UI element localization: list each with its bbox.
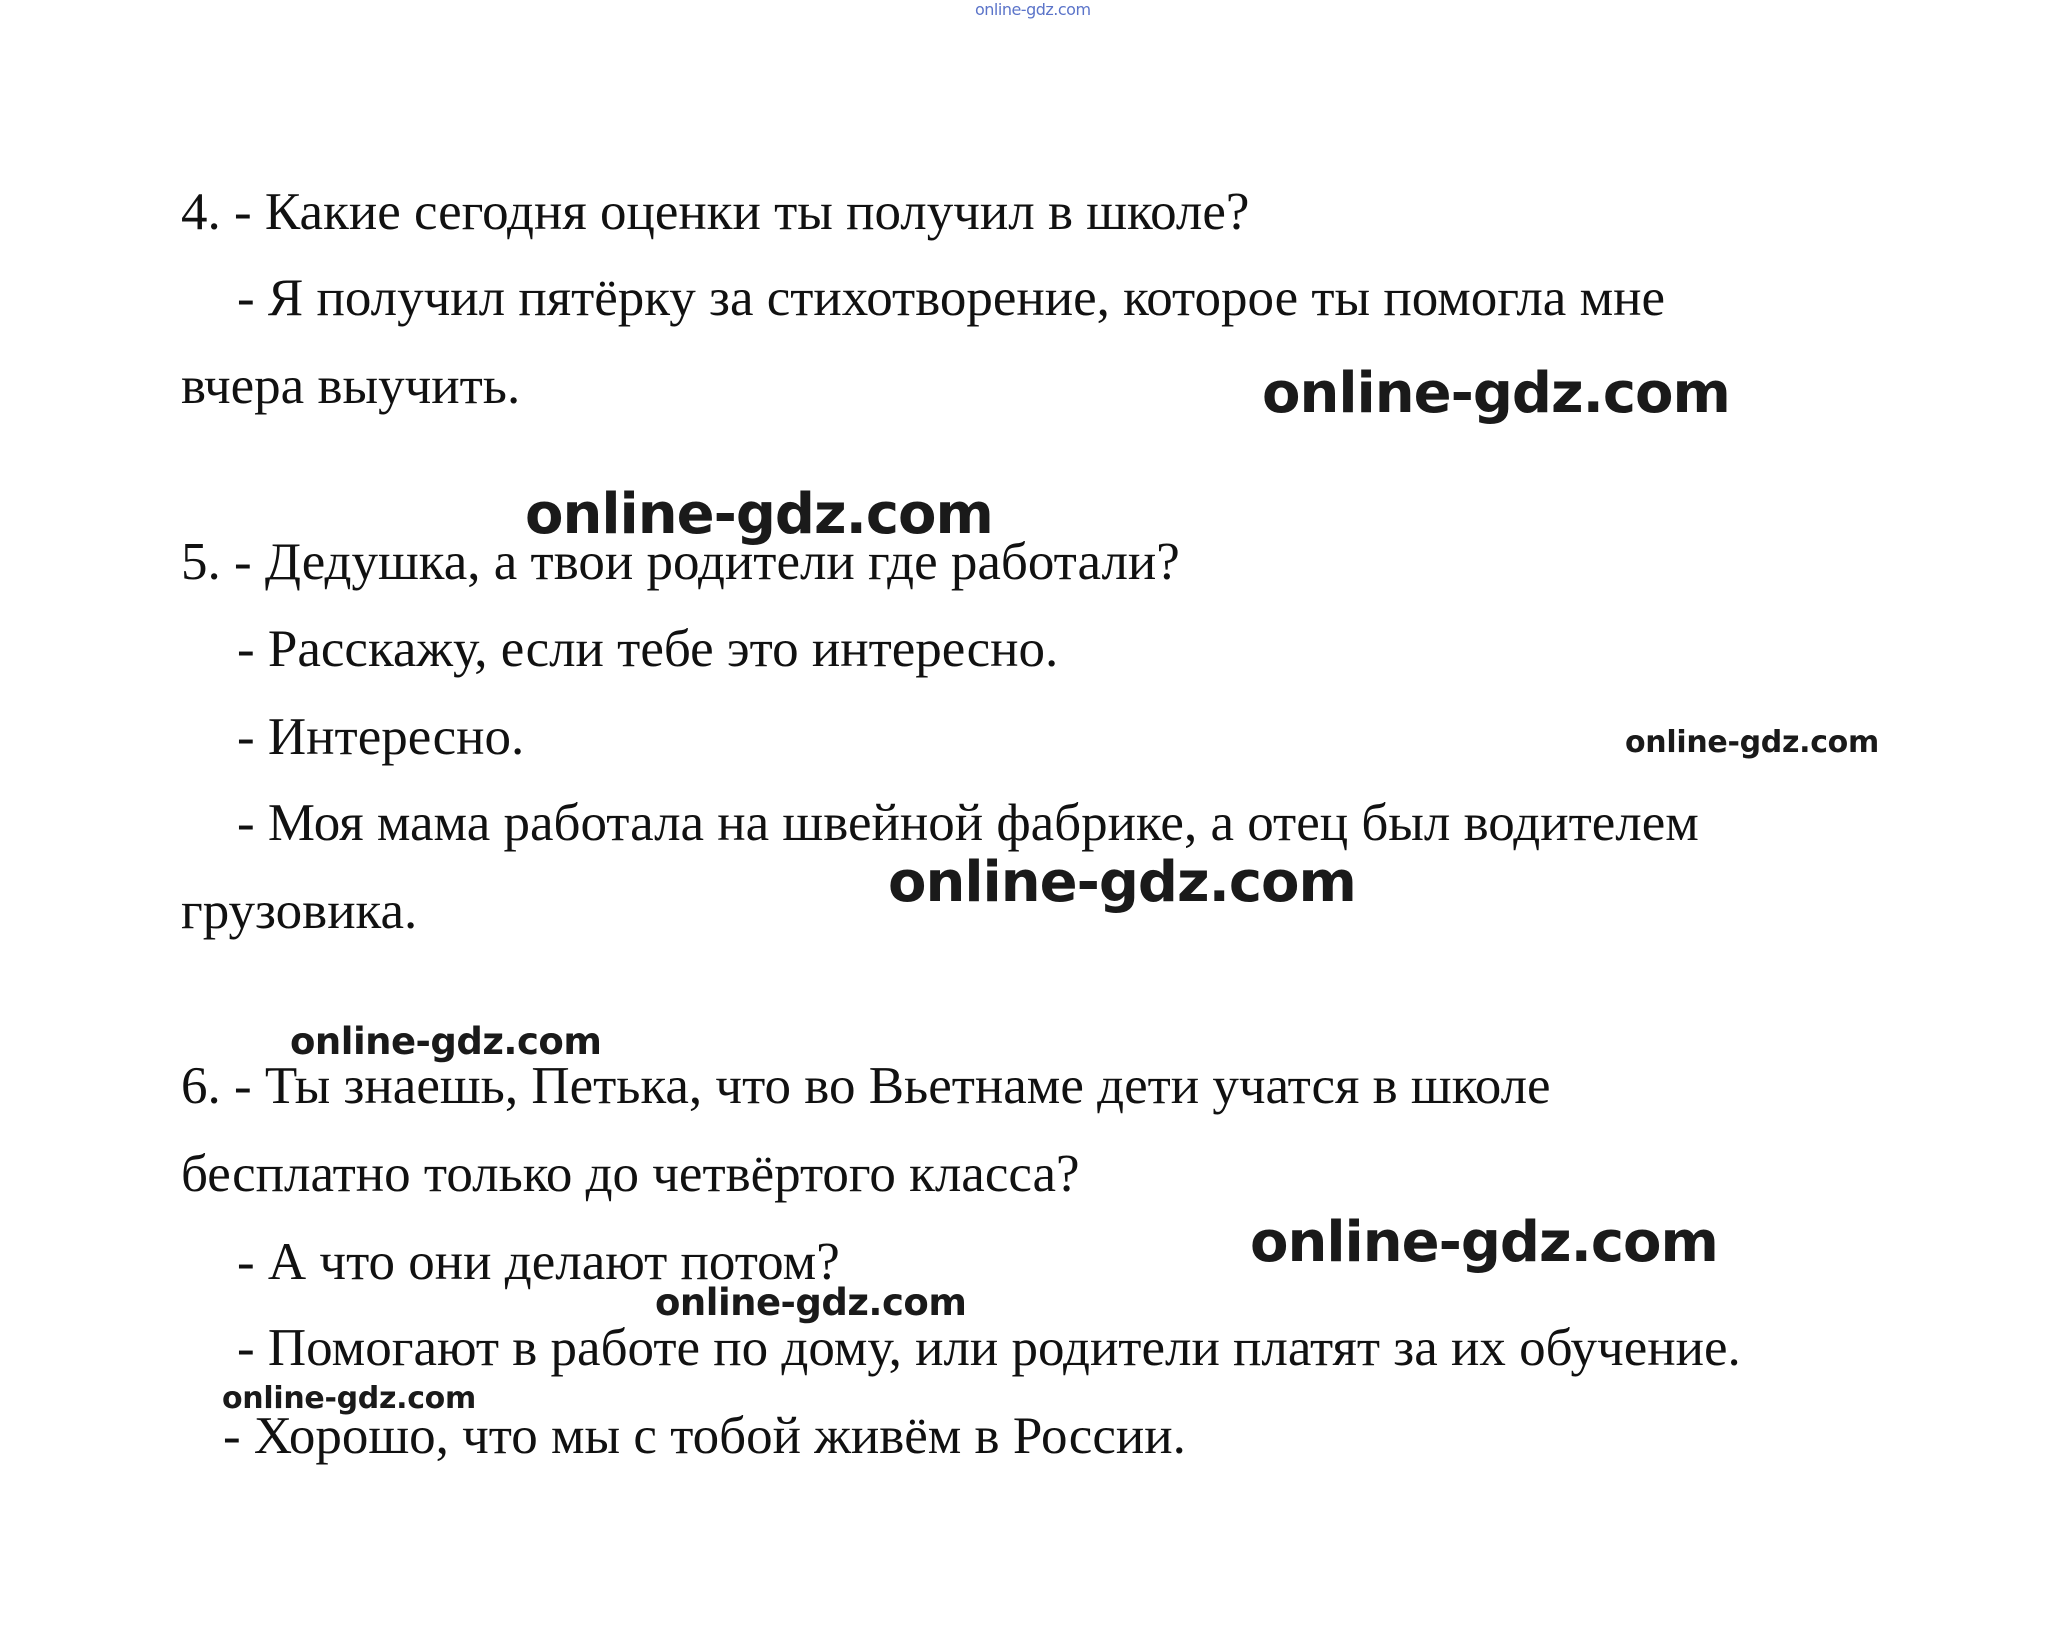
- dialogue-line: бесплатно только до четвёртого класса?: [181, 1145, 1080, 1203]
- dialogue-line: - Хорошо, что мы с тобой живём в России.: [223, 1407, 1186, 1465]
- dialogue-line: 6. - Ты знаешь, Петька, что во Вьетнаме дети учатся в школе: [181, 1057, 1551, 1115]
- dialogue-line: - Моя мама работала на швейной фабрике, а отец был водителем: [237, 794, 1699, 852]
- watermark: online-gdz.com: [1250, 1210, 1718, 1275]
- dialogue-line: - Помогают в работе по дому, или родители платят за их обучение.: [237, 1319, 1741, 1377]
- watermark: online-gdz.com: [1625, 725, 1879, 760]
- dialogue-line: 4. - Какие сегодня оценки ты получил в школе?: [181, 183, 1250, 241]
- dialogue-line: - Я получил пятёрку за стихотворение, которое ты помогла мне: [237, 269, 1665, 327]
- dialogue-line: вчера выучить.: [181, 357, 521, 415]
- dialogue-line: 5. - Дедушка, а твои родители где работали?: [181, 533, 1180, 591]
- watermark: online-gdz.com: [1262, 361, 1730, 426]
- watermark: online-gdz.com: [222, 1381, 476, 1416]
- watermark: online-gdz.com: [525, 482, 993, 547]
- dialogue-line: - А что они делают потом?: [237, 1233, 840, 1291]
- dialogue-line: - Расскажу, если тебе это интересно.: [237, 620, 1059, 678]
- watermark: online-gdz.com: [888, 850, 1356, 915]
- watermark-top: online-gdz.com: [975, 0, 1091, 19]
- dialogue-line: грузовика.: [181, 882, 418, 940]
- watermark: online-gdz.com: [655, 1281, 967, 1324]
- watermark: online-gdz.com: [290, 1020, 602, 1063]
- dialogue-line: - Интересно.: [237, 708, 525, 766]
